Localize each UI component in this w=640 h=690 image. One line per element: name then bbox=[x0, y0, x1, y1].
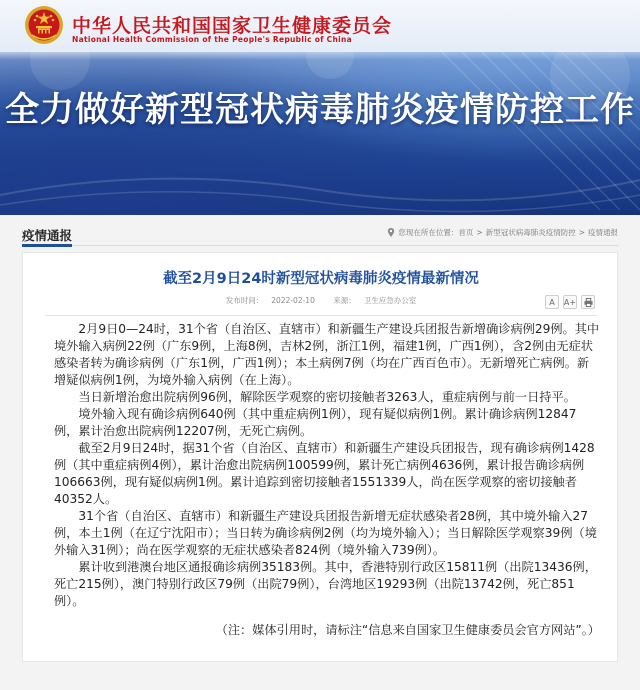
org-name-cn[interactable]: 中华人民共和国国家卫生健康委员会 bbox=[72, 15, 393, 37]
article-title: 截至2月9日24时新型冠状病毒肺炎疫情最新情况 bbox=[163, 271, 479, 287]
font-increase-button[interactable]: A+ bbox=[563, 295, 577, 309]
breadcrumb bbox=[387, 227, 618, 238]
banner-slogan: 全力做好新型冠状病毒肺炎疫情防控工作 bbox=[5, 90, 635, 130]
article-source bbox=[329, 296, 420, 305]
publish-time bbox=[222, 296, 319, 305]
print-button[interactable] bbox=[581, 295, 595, 309]
font-decrease-button[interactable]: A bbox=[545, 295, 559, 309]
article-paragraph: 31个省（自治区、直辖市）和新疆生产建设兵团报告新增无症状感染者28例，其中境外输入27例，本土1例（在辽宁沈阳市）；当日转为确诊病例2例（均为境外输入）；当日解除医学观察39例（境外输入31例）；尚在医学观察的无症状感染者824例（境外输入739例）。 bbox=[54, 509, 597, 557]
org-name-en: National Health Commission of the People's Republic of China bbox=[72, 35, 352, 44]
breadcrumb-home-link[interactable]: 首页 bbox=[458, 228, 474, 237]
media-citation-note: （注：媒体引用时，请标注“信息来自国家卫生健康委员会官方网站”。） bbox=[215, 623, 600, 637]
print-icon bbox=[584, 298, 593, 307]
title-divider bbox=[45, 315, 597, 316]
article-paragraph: 截至2月9日24时，据31个省（自治区、直辖市）和新疆生产建设兵团报告，现有确诊病例1428例（其中重症病例4例），累计治愈出院病例100599例，累计死亡病例4636例，累计报告确诊病例106663例，现有疑似病例1例。累计追踪到密切接触者1551339人，尚在医学观察的密切接触者40352人。 bbox=[54, 441, 595, 506]
article-paragraph: 当日新增治愈出院病例96例，解除医学观察的密切接触者3263人，重症病例与前一日持平。 bbox=[78, 390, 576, 404]
article-paragraph: 累计收到港澳台地区通报确诊病例35183例。其中，香港特别行政区15811例（出院13436例，死亡215例），澳门特别行政区79例（出院79例），台湾地区19293例（出院13742例，死亡851例）。 bbox=[54, 560, 597, 608]
article-meta bbox=[23, 295, 619, 306]
source-value: 卫生应急办公室 bbox=[363, 296, 417, 305]
article-paragraph: 境外输入现有确诊病例640例（其中重症病例1例），现有疑似病例1例。累计确诊病例12847例，累计治愈出院病例12207例，无死亡病例。 bbox=[54, 407, 577, 438]
location-pin-icon bbox=[387, 228, 395, 237]
breadcrumb-separator: > bbox=[578, 228, 585, 237]
article-paragraph: 2月9日0—24时，31个省（自治区、直辖市）和新疆生产建设兵团报告新增确诊病例29例。其中境外输入病例22例（广东9例，上海8例，吉林2例，浙江1例，福建1例，广西1例），含2例由无症状感染者转为确诊病例（广东1例，广西1例）；本土病例7例（均在广西百色市）。无新增死亡病例。新增疑似病例1例，为境外输入病例（在上海）。 bbox=[54, 322, 600, 387]
breadcrumb-separator: > bbox=[476, 228, 483, 237]
publish-label: 发布时间： bbox=[225, 296, 264, 305]
publish-date: 2022-02-10 bbox=[271, 296, 315, 305]
breadcrumb-covid-link[interactable]: 新型冠状病毒肺炎疫情防控 bbox=[485, 228, 576, 237]
header-banner bbox=[0, 0, 640, 215]
national-emblem-icon[interactable] bbox=[24, 5, 64, 45]
article-tools bbox=[545, 295, 595, 309]
source-label: 来源： bbox=[333, 296, 356, 305]
section-header bbox=[22, 222, 618, 246]
section-title: 疫情通报 bbox=[22, 226, 72, 247]
breadcrumb-notice-link[interactable]: 疫情通报 bbox=[588, 228, 618, 237]
breadcrumb-prefix: 您现在所在位置： bbox=[398, 228, 459, 237]
article-body bbox=[54, 321, 600, 639]
banner-background-decoration bbox=[0, 50, 640, 215]
